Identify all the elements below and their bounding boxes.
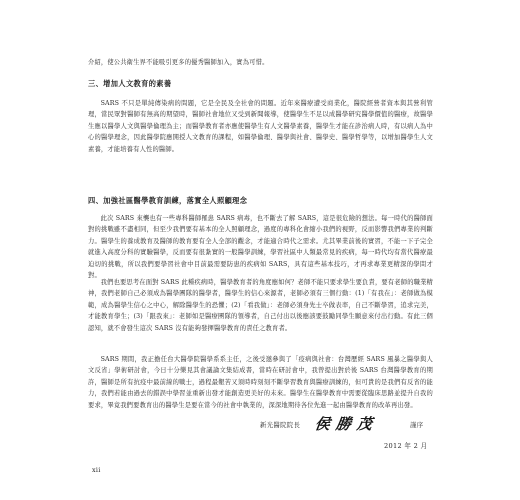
doctor-role-paragraph: 我們也要思考在面對 SARS 此種疾病時，醫學教育者的角度應如何？老師不能只要求學生要負責，要有老師的職業精神，我們老師自己必須成為醫學團隊的醫學者，醫學生的信心來源者，老師必須有三個行動：(1)「有我在」：老師做為模範，成為醫學生信心之中心，解除醫學生的恐懼；(2)「看我做」：老師必須身先士卒做表率，自己不斷學習，追求完美，才能教育學生；(3)「跟我來」：老師如是醫療團隊的領導者，自己付出以後應該要鼓勵同學生願意來付出行動。有此三個認知，就不會發生這次 SARS 沒有能夠發揮醫學教育的責任之教育者。 bbox=[88, 279, 433, 332]
page-number: xii bbox=[92, 466, 101, 474]
section-three-heading: 三、增加人文教育的素養 bbox=[88, 79, 172, 88]
signature-block bbox=[260, 412, 435, 436]
signature-title: 新光醫院院長 bbox=[260, 421, 301, 429]
signature-note: 謹序 bbox=[410, 421, 424, 429]
closing-paragraph: SARS 期間，我正擔任台大醫學院醫學系系主任，之後受邀參與了「疫病與社會：台灣歷經 SARS 風暴之醫學與人文反省」學術研討會，今日十分樂見其會議論文集結成書，當時在研討會中，我曾提出對於後 SARS 台灣醫學教育的期許，醫師是所有抗疫中最前線的戰士，過程最艱苦又須時時刻刻不斷學習教育與醫療訓練的，但可貴的是我們有反省的能力，我們若能由過去的錯誤中學習並重新出發才能創造更美好的未來。醫學生在醫學教育中需要從臨床思路並提升自我的要求，畢竟我們要教育出的醫學生是要在當今的社會中執業的，深深地期待各位先進一起由醫學教育的改革再出發。 bbox=[88, 356, 433, 409]
section-three-paragraph: SARS 不只是單純傳染病的問題，它是全民及全社會的問題。近年來醫療遭受商業化，醫院經營者資本與其營利管理，當民眾對醫師有無高的期望時，醫師社會地位又受到新聞報導，使醫學生不足以成醫學研究醫學價值的醫療，故醫學生應以醫學人文與醫學倫理為主；而醫學教育者亦應使醫學生有人文醫學素養，醫學生才能在診治病人時，有以病人為中心的醫學理念，因此醫學院應開授人文教育的課程，如醫學倫理、醫學與社會、醫學史、醫學哲學等，以增加醫學生人文素養，才能培養有人性的醫師。 bbox=[88, 100, 433, 153]
document-date: 2012 年 2 月 bbox=[384, 442, 428, 450]
section-four-heading: 四、加強社區醫學教育訓練，落實全人照顧理念 bbox=[88, 196, 248, 205]
curriculum-paragraph: 此次 SARS 來襲也有一些專科醫師罹患 SARS 病毒，也不斷去了解 SARS，這是很危險的想法。每一時代的醫師面對的挑戰雖不盡相同，但至少我們要有基本的全人照顧理念，過度的專科化會縮小我們的視野，反而影響我們專業的判斷力。醫學生的養成教育及醫師的教育要有全人全部的觀念，才能適合時代之需求。尤其畢業前後的實習，不能一下子完全就進入高度分科的實驗醫學，反而要有很紮實的一般醫學訓練，學習社區中人類最常見的疾病，每一時代均有當代醫療最迫切的挑戰，所以我們要學習社會中目前最需要防患的疾病如 SARS，具有這些基本技巧，才再求專業更精深的學問才對。 bbox=[88, 215, 433, 280]
handwritten-signature: 侯勝茂 bbox=[313, 415, 380, 433]
intro-paragraph: 介紹，使公共衛生界不能吸引更多的優秀醫師加入，實為可惜。 bbox=[88, 59, 269, 66]
